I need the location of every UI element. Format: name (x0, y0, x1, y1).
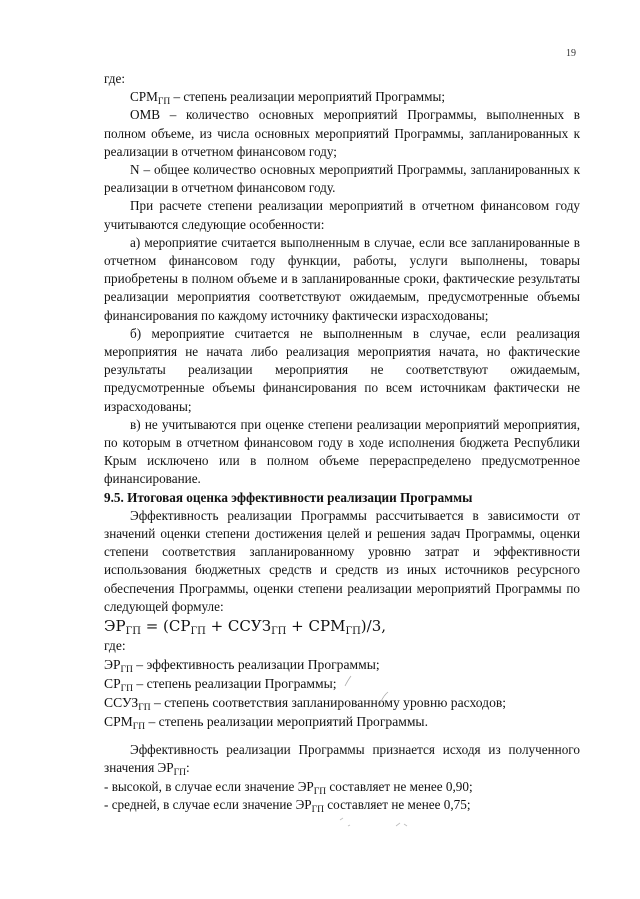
page-content (104, 70, 580, 814)
term-er: $ЭР_{ГП}$ – эффективность реализации Программы; (104, 657, 380, 676)
term-ssuz: $ССУЗ_{ГП}$ – степень соответствия запланированному уровню расходов; (104, 695, 507, 714)
efficiency-paragraph: Эффективность реализации Программы рассчитывается в зависимости от значений оценки степени достижения целей и решения задач Программы, оценки степени соответствия запланированному уровню затрат и эффективности использования бюджетных средств и средств из иных источников ресурсного обеспечения Программы, оценки степени реализации мероприятий Программы по следующей формуле: (104, 507, 580, 614)
page-number: 19 (566, 48, 576, 59)
level-medium: - средней, в случае если значение $ЭР_{ГП}$ составляет не менее 0,75; (104, 796, 471, 815)
features-paragraph: При расчете степени реализации мероприятий в отчетном финансовом году учитываются следующие особенности: (104, 198, 580, 232)
term-srm: $СРМ_{ГП}$ – степень реализации мероприятий Программы. (104, 714, 428, 733)
definition-omv: ОМВ – количество основных мероприятий Программы, выполненных в полном объеме, из числа основных мероприятий Программы, запланированных к реализации в отчетном финансовом году; (104, 107, 580, 159)
formula-terms (104, 636, 580, 731)
where-label-2: где: (104, 638, 126, 654)
definition-srm: $СРМ_{ГП}$ – степень реализации мероприятий Программы; (130, 89, 446, 108)
definition-n: N – общее количество основных мероприятий Программы, запланированных к реализации в отчетном финансовом году. (104, 162, 580, 196)
list-item-a: а) мероприятие считается выполненным в случае, если все запланированные в отчетном финансовом году функции, работы, услуги выполнены, товары приобретены в полном объеме и в запланированные сроки, фактические результаты реализации мероприятия соответствуют ожидаемым, предусмотренные объемы финансирования по каждому источнику фактически израсходованы; (104, 234, 580, 323)
recognized-paragraph: Эффективность реализации Программы признается исходя из полученного значения $ЭР_{ГП}$: (104, 742, 580, 779)
section-heading: 9.5. Итоговая оценка эффективности реализации Программы (104, 489, 473, 505)
list-item-b: б) мероприятие считается не выполненным в случае, если реализация мероприятия не начата либо реализация мероприятия начата, но фактические результаты реализации мероприятия не соответствуют ожидаемым, предусмотренные объемы финансирования по всем источникам фактически не израсходованы; (104, 325, 580, 414)
level-high: - высокой, в случае если значение $ЭР_{ГП}$ составляет не менее 0,90; (104, 778, 473, 797)
where-label: где: (104, 71, 125, 86)
formula: $ЭР_{ГП} = (СР_{ГП}$ + $ССУЗ_{ГП} + СРМ_{ГП})/3$, (104, 617, 387, 638)
term-sr: $СР_{ГП}$ – степень реализации Программы; (104, 676, 337, 695)
list-item-c: в) не учитываются при оценке степени реализации мероприятий мероприятия, по которым в отчетном финансовом году в ходе исполнения бюджета Республики Крым исключено или в полном объеме перераспределено предусмотренное финансирование. (104, 416, 580, 487)
